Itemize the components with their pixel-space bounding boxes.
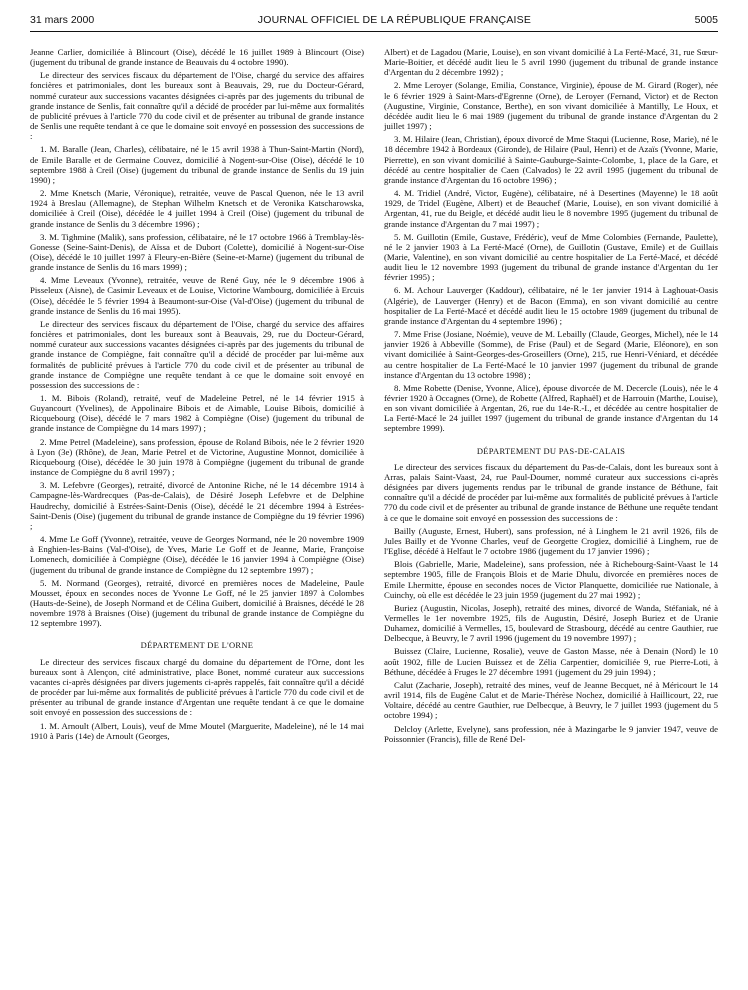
text-paragraph: 1. M. Bibois (Roland), retraité, veuf de Madeleine Petrel, né le 14 février 1915 à Guyancourt (Yvelines), de Appolinaire Bibois et de Aimable, Louise Bibois, domicilié à Ricquebourg (Oise), décédé le 7 mars 1982 à Compiègne (Oise) (jugement du tribunal de grande instance de Compiègne du 14 mars 1997) ; [30, 393, 364, 434]
text-paragraph: Albert) et de Lagadou (Marie, Louise), en son vivant domicilié à La Ferté-Macé, 31, rue Sœur-Marie-Boitier, et décédé audit lieu le 5 avril 1990 (jugement du tribunal de grande instance d'Argentan du 2 décembre 1992) ; [384, 47, 718, 78]
text-paragraph: 1. M. Baralle (Jean, Charles), célibataire, né le 15 avril 1938 à Thun-Saint-Martin (Nord), de Emile Baralle et de Germaine Couvez, domicilié à Nogent-sur-Oise (Oise), décédé le 10 septembre 1988 à Creil (Oise) (jugement du tribunal de grande instance de Senlis du 19 juin 1990) ; [30, 144, 364, 185]
text-paragraph: 7. Mme Frise (Josiane, Noémie), veuve de M. Lebailly (Claude, Georges, Michel), née le 14 janvier 1926 à Abbeville (Somme), de Frise (Paul) et de Segard (Marie, Eléonore), en son vivant domiciliée à Saint-Georges-des-Groseillers (Orne), 215, rue Henri-Véniard, et décédée au centre hospitalier de La Ferté-Macé le 10 janvier 1997 (jugement du tribunal de grande instance d'Argentan du 13 octobre 1998) ; [384, 329, 718, 380]
journal-title: JOURNAL OFFICIEL DE LA RÉPUBLIQUE FRANÇAISE [257, 14, 532, 26]
text-paragraph: 2. Mme Knetsch (Marie, Véronique), retraitée, veuve de Pascal Quenon, née le 13 avril 1924 à Breslau (Allemagne), de Stephan Wilhelm Knetsch et de Veronika Katscharowska, domiciliée à Creil (Oise), décédée le 4 juillet 1994 à Creil (Oise) (jugement du tribunal de grande instance de Senlis du 3 décembre 1996) ; [30, 188, 364, 229]
text-paragraph: 2. Mme Petrel (Madeleine), sans profession, épouse de Roland Bibois, née le 2 février 1920 à Lyon (3e) (Rhône), de Jean, Marie Petrel et de Victorine, Augustine Monnot, domiciliée à Ricquebourg (Oise), décédée le 30 juin 1978 à Compiègne (jugement du tribunal de grande instance de Compiègne du 8 avril 1997) ; [30, 436, 364, 478]
text-paragraph: 5. M. Guillotin (Emile, Gustave, Frédéric), veuf de Mme Colombies (Fernande, Paulette), né le 2 janvier 1903 à La Ferté-Macé (Orne), de Guillotin (Gustave, Emile) et de Guillais (Marie, Valentine), en son vivant domicilié au centre hospitalier de La Ferté-Macé, et décédé audit lieu le 12 novembre 1993 (jugement du tribunal de grande instance d'Argentan du 1er février 1995) ; [384, 231, 718, 283]
text-paragraph: Calut (Zacharie, Joseph), retraité des mines, veuf de Jeanne Becquet, né à Méricourt le 14 avril 1914, fils de Eugène Calut et de Marie-Thérèse Nochez, domicilié à Haillicourt, 22, rue Voltaire, décédé au centre Gauthier, rue Delbecque, à Beuvry, le 7 juillet 1993 (jugement du 5 octobre 1994) ; [384, 679, 718, 721]
text-paragraph: 8. Mme Robette (Denise, Yvonne, Alice), épouse divorcée de M. Decercle (Louis), née le 4 février 1920 à Occagnes (Orne), de Robette (Alfred, Raphaël) et de Harrouin (Marthe, Louise), en son vivant domiciliée à Argentan, 26, rue du 14e-R.-I., et décédée au centre hospitalier de La Ferté-Macé le 24 juillet 1997 (jugement du tribunal de grande instance d'Argentan du 14 septembre 1999). [384, 382, 718, 434]
right-column [384, 47, 718, 744]
text-paragraph: 4. M. Tridiel (André, Victor, Eugène), célibataire, né à Desertines (Mayenne) le 18 août 1929, de Tridel (Eugène, Albert) et de Beauchef (Marie, Louise), en son vivant domicilié à Argentan, 41, rue du Beigle, et décédé audit lieu le 8 novembre 1995 (jugement du tribunal de grande instance d'Argentan du 7 mai 1997) ; [384, 188, 718, 229]
text-paragraph: 5. M. Normand (Georges), retraité, divorcé en premières noces de Madeleine, Paule Mousset, époux en secondes noces de Yvonne Le Goff, né le 25 janvier 1897 à Colombes (Hauts-de-Seine), de Joseph Normand et de Célina Guibert, domicilié à Braisnes, décédé le 28 novembre 1978 à Braisnes (Oise) (jugement du tribunal de grande instance de Compiègne du 12 septembre 1997). [30, 577, 364, 629]
text-paragraph: Delcloy (Arlette, Evelyne), sans profession, née à Mazingarbe le 9 janvier 1947, veuve de Poissonnier (Francis), fille de René Del- [384, 723, 718, 744]
text-paragraph: Buriez (Augustin, Nicolas, Joseph), retraité des mines, divorcé de Wanda, Stéfaniak, né à Vermelles le 1er novembre 1925, fils de Augustin, Désiré, Joseph Buriez et de Uranie Duhamez, domicilié à Vermelles, 15, boulevard de Strasbourg, décédé au centre Gauthier, rue Delbecque, à Beuvry, le 7 avril 1996 (jugement du 19 novembre 1997) ; [384, 602, 718, 644]
text-paragraph: 1. M. Arnoult (Albert, Louis), veuf de Mme Moutel (Marguerite, Madeleine), né le 14 mai 1910 à Paris (14e) de Arnoult (Georges, [30, 720, 364, 741]
page-header [30, 14, 718, 32]
text-paragraph: Jeanne Carlier, domiciliée à Blincourt (Oise), décédé le 16 juillet 1989 à Blincourt (Oise) (jugement du tribunal de grande instance de Beauvais du 4 octobre 1990). [30, 47, 364, 68]
text-columns [30, 47, 718, 744]
text-paragraph: Le directeur des services fiscaux du département de l'Oise, chargé du service des affaires foncières et patrimoniales, dont les bureaux sont à Beauvais, 29, rue du Docteur-Gérard, nommé curateur aux successions vacantes désignées ci-après par des jugements du tribunal de grande instance de Compiègne, fait connaître qu'il a décidé de procéder par lui-même aux formalités de publicité prévues à l'article 770 du code civil et de présenter au tribunal de grande instance de Compiègne une requête tendant à ce que le domaine soit envoyé en possession des successions de : [30, 318, 364, 390]
text-paragraph: 6. M. Achour Lauverger (Kaddour), célibataire, né le 1er janvier 1914 à Laghouat-Oasis (Algérie), de Lauverger (Henry) et de Bacon (Emma), en son vivant domicilié au centre hospitalier de La Ferté-Macé et décédé audit lieu le 15 octobre 1989 (jugement du tribunal de grande instance d'Argentan du 4 septembre 1996) ; [384, 285, 718, 326]
left-column [30, 47, 364, 744]
text-paragraph: Blois (Gabrielle, Marie, Madeleine), sans profession, née à Richebourg-Saint-Vaast le 14 septembre 1905, fille de François Blois et de Marie Dhulu, divorcée en premières noces de Emile Lhermitte, épouse en secondes noces de Victor Planquette, domiciliée rue Nationale, à Cuinchy, où elle est décédée le 23 juin 1959 (jugement du 27 mai 1992) ; [384, 559, 718, 600]
text-paragraph: Buissez (Claire, Lucienne, Rosalie), veuve de Gaston Masse, née à Denain (Nord) le 10 août 1902, fille de Lucien Buissez et de Zélia Carpentier, domiciliée 9, rue Pierre-Loti, à Béthune, décédée à Fruges le 27 décembre 1991 (jugement du 29 juin 1994) ; [384, 646, 718, 677]
text-paragraph: 3. M. Tighmine (Malik), sans profession, célibataire, né le 17 octobre 1966 à Tremblay-lès-Gonesse (Seine-Saint-Denis), de Aïssa et de Dubort (Colette), domicilié à Nogent-sur-Oise (Oise), décédé le 10 juillet 1997 à Fleury-en-Bière (Seine-et-Marne) (jugement du tribunal de grande instance de Senlis du 16 mars 1999) ; [30, 231, 364, 273]
header-date: 31 mars 2000 [30, 14, 95, 26]
text-paragraph: 3. M. Lefebvre (Georges), retraité, divorcé de Antonine Riche, né le 14 décembre 1914 à Campagne-lès-Wardrecques (Pas-de-Calais), de Désiré Joseph Lefebvre et de Delphine Haudrechy, domicilié à Estrées-Saint-Denis (Oise), décédé le 21 décembre 1994 à Estrées-Saint-Denis (Oise) (jugement du tribunal de grande instance de Compiègne du 19 février 1996) ; [30, 480, 364, 531]
text-paragraph: Le directeur des services fiscaux chargé du domaine du département de l'Orne, dont les bureaux sont à Alençon, cité administrative, place Bonet, nommé curateur aux successions vacantes ci-après désignées par divers jugements ci-après rappelés, fait connaître qu'il a décidé de procéder par lui-même aux formalités de publicité prévues à l'article 770 du code civil et de présenter au tribunal de grande instance d'Argentan une requête tendant à ce que le domaine soit envoyé en possession des successions de : [30, 656, 364, 718]
text-paragraph: 3. M. Hilaire (Jean, Christian), époux divorcé de Mme Staqui (Lucienne, Rose, Marie), né le 18 décembre 1942 à Bordeaux (Gironde), de Hilaire (Paul, Henri) et de Azaïs (Yvonne, Marie, Pierrette), en son vivant domicilié à Sainte-Gauburge-Sainte-Colombe, 1, place de la Gare, et décédé au centre hospitalier de Caen (Calvados) le 22 avril 1995 (jugement du tribunal de grande instance d'Argentan du 16 octobre 1996) ; [384, 134, 718, 185]
text-paragraph: 2. Mme Leroyer (Solange, Emilia, Constance, Virginie), épouse de M. Girard (Roger), née le 6 février 1929 à Saint-Mars-d'Egrenne (Orne), de Leroyer (Fernand, Victor) et de Recton (Augustine, Virginie, Constance, Berthe), en son vivant domiciliée à Mantilly, Le Houx, et décédée audit lieu le 6 mai 1989 (jugement du tribunal de grande instance d'Argentan du 2 juillet 1997) ; [384, 80, 718, 132]
text-paragraph: 4. Mme Leveaux (Yvonne), retraitée, veuve de René Guy, née le 9 décembre 1906 à Pisseleux (Aisne), de Casimir Leveaux et de Louise, Victorine Wambourg, domiciliée à Ercuis (Oise), décédée le 5 février 1994 à Beaumont-sur-Oise (Val-d'Oise) (jugement du tribunal de grande instance de Senlis du 16 mai 1995). [30, 275, 364, 316]
text-paragraph: 4. Mme Le Goff (Yvonne), retraitée, veuve de Georges Normand, née le 20 novembre 1909 à Enghien-les-Bains (Val-d'Oise), de Yves, Marie Le Goff et de Jeanne, Marie, Françoise Lomenech, domiciliée à Compiègne (Oise), décédée le 16 janvier 1994 à Compiègne (Oise) (jugement du tribunal de grande instance de Compiègne du 12 septembre 1997) ; [30, 534, 364, 575]
text-paragraph: Bailly (Auguste, Ernest, Hubert), sans profession, né à Linghem le 21 avril 1926, fils de Jules Bailly et de Yvonne Charles, veuf de Georgette Crogiez, domicilié à Linghem, rue de l'Eglise, décédé à Helfaut le 7 octobre 1986 (jugement du 17 janvier 1996) ; [384, 525, 718, 557]
text-paragraph: Le directeur des services fiscaux du département du Pas-de-Calais, dont les bureaux sont à Arras, palais Saint-Vaast, 24, rue Paul-Doumer, nommé curateur aux successions ci-après désignées par divers jugements rendus par le tribunal de grande instance de Béthune, fait connaître qu'il a décidé de procéder par lui-même aux formalités de publicité prévues à l'article 770 du code civil et de présenter au tribunal de grande instance de Béthune une requête tendant à ce que le domaine soit envoyé en possession des successions de : [384, 461, 718, 523]
section-heading: DÉPARTEMENT DU PAS-DE-CALAIS [476, 445, 626, 456]
page-number: 5005 [694, 14, 718, 26]
text-paragraph: Le directeur des services fiscaux du département de l'Oise, chargé du service des affaires foncières et patrimoniales, dont les bureaux sont à Beauvais, 29, rue du Docteur-Gérard, nommé curateur aux successions vacantes désignées ci-après par des jugements du tribunal de grande instance de Senlis, fait connaître qu'il a décidé de procéder par lui-même aux formalités de publicité prévues à l'article 770 du code civil et de présenter au tribunal de grande instance de Senlis une requête tendant à ce que le domaine soit envoyé en possession des successions de : [30, 70, 364, 142]
section-heading: DÉPARTEMENT DE L'ORNE [140, 640, 254, 651]
